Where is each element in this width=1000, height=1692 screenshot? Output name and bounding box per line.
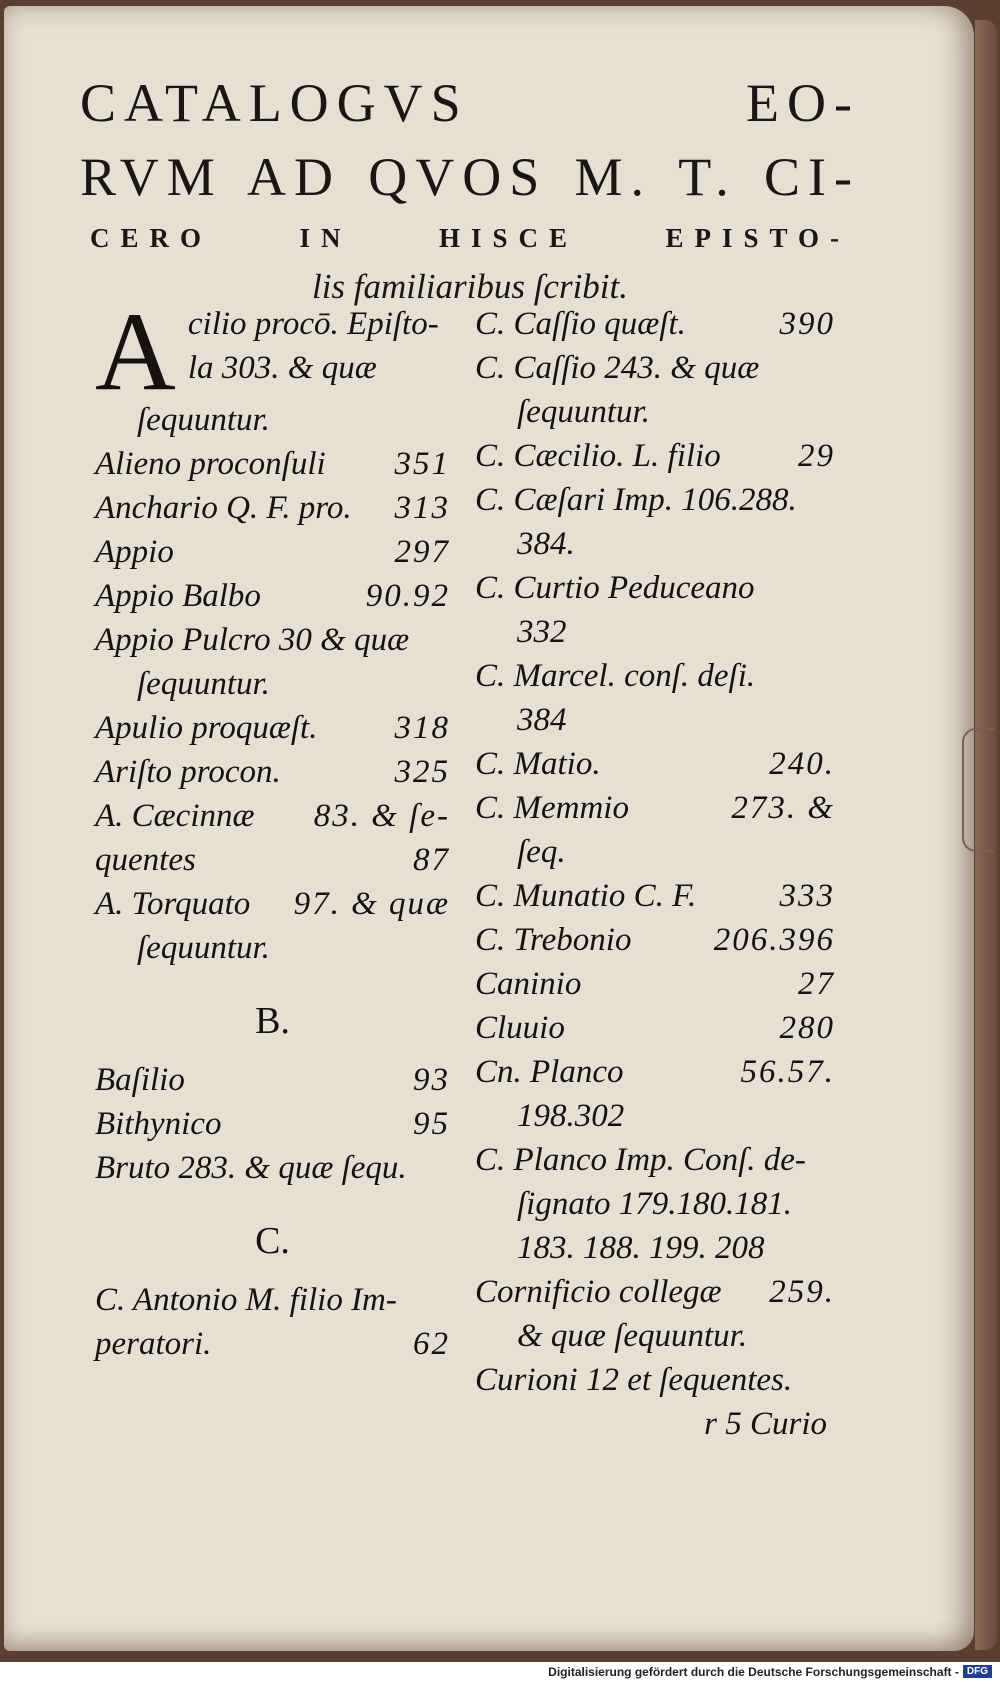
index-entry: [475, 434, 835, 478]
index-entry: [95, 618, 450, 662]
letter-heading-c: C.: [255, 1220, 290, 1262]
entry-name: C. Matio.: [475, 746, 601, 782]
entry-name: Bithynico: [95, 1106, 222, 1142]
entry-page-ref: 93: [413, 1062, 450, 1098]
entry-continuation: 384: [517, 702, 567, 738]
entry-continuation: & quæ ſequuntur.: [517, 1318, 748, 1354]
entry-page-ref: 87: [413, 842, 450, 878]
entry-page-ref: 280: [779, 1010, 835, 1046]
index-entry: [95, 1322, 450, 1366]
left-column: [95, 302, 450, 1366]
entry-name: Appio: [95, 534, 174, 570]
entry-name: C. Cæſari Imp. 106.288.: [475, 482, 797, 518]
entry-name: Curioni 12 et ſequentes.: [475, 1362, 793, 1398]
index-entry: [475, 742, 835, 786]
title-line-1: CATALOGVS EO-: [80, 73, 860, 133]
entry-name: Appio Pulcro 30 & quæ: [95, 622, 410, 658]
index-entry: [475, 302, 835, 346]
entry-page-ref: 56.57.: [740, 1054, 835, 1090]
index-entry: [95, 838, 450, 882]
entry-name: C. Marcel. conſ. deſi.: [475, 658, 756, 694]
entry-name: Appio Balbo: [95, 578, 261, 614]
entry-name: peratori.: [95, 1326, 212, 1362]
index-entry: [95, 574, 450, 618]
index-entry: [475, 566, 835, 610]
entry-name: Anchario Q. F. pro.: [95, 490, 352, 526]
entry-name: Apulio proquæſt.: [95, 710, 318, 746]
footer-text: Digitalisierung gefördert durch die Deutsche Forschungsgemeinschaft -: [548, 1664, 959, 1679]
entry-name: Ariſto procon.: [95, 754, 281, 790]
entry-page-ref: 95: [413, 1106, 450, 1142]
entry-name: Baſilio: [95, 1062, 185, 1098]
index-entry: [95, 530, 450, 574]
entry-name: Cn. Planco: [475, 1054, 624, 1090]
index-entry: [95, 1102, 450, 1146]
entry-name: quentes: [95, 842, 196, 878]
drop-cap: A: [95, 302, 176, 398]
entry-continuation: 183. 188. 199. 208: [517, 1230, 765, 1266]
index-entry: [475, 346, 835, 390]
index-entry: [475, 1006, 835, 1050]
first-entry-line-3: ſequuntur.: [137, 402, 270, 438]
entries-c: [95, 1278, 450, 1366]
entry-continuation: ſequuntur.: [137, 666, 270, 702]
first-entry-line-1: cilio procō. Epiſto-: [187, 306, 439, 342]
right-column: [475, 302, 835, 1446]
entry-name: C. Caſſio quæſt.: [475, 306, 686, 342]
index-entry: [95, 750, 450, 794]
first-entry-line-2: la 303. & quæ: [187, 350, 377, 386]
index-entry: [475, 478, 835, 522]
entry-page-ref: 351: [394, 446, 450, 482]
index-entry: [95, 706, 450, 750]
entry-name: C. Cæcilio. L. filio: [475, 438, 721, 474]
letter-heading-b: B.: [255, 1000, 290, 1042]
entry-name: C. Curtio Peduceano: [475, 570, 755, 606]
page-title: [80, 66, 860, 312]
entry-name: C. Munatio C. F.: [475, 878, 697, 914]
entry-page-ref: 27: [798, 966, 835, 1002]
entry-page-ref: 390: [779, 306, 835, 342]
entry-continuation: ſequuntur.: [517, 394, 650, 430]
entry-page-ref: 259.: [769, 1274, 835, 1310]
entry-continuation: 332: [517, 614, 567, 650]
title-line-2: RVM AD QVOS M. T. CI-: [80, 147, 860, 207]
entry-name: Caninio: [475, 966, 582, 1002]
entry-name: C. Caſſio 243. & quæ: [475, 350, 760, 386]
index-entry: [95, 794, 450, 838]
index-entry: [475, 654, 835, 698]
entry-name: C. Planco Imp. Conſ. de-: [475, 1142, 806, 1178]
entry-name: Cornificio collegæ: [475, 1274, 722, 1310]
title-line-3: CERO IN HISCE EPISTO-: [90, 223, 850, 253]
entry-page-ref: 325: [394, 754, 450, 790]
entry-name: A. Cæcinnæ: [95, 798, 255, 834]
index-entry: [95, 1278, 450, 1322]
entries-b: [95, 1058, 450, 1190]
entry-page-ref: 83. & ſe-: [313, 798, 450, 834]
entries-a: [95, 442, 450, 970]
entries-right: [475, 302, 835, 1402]
entry-continuation: ſequuntur.: [137, 930, 270, 966]
entry-name: Alieno proconſuli: [95, 446, 326, 482]
entry-page-ref: 273. &: [731, 790, 835, 826]
entry-continuation: 384.: [517, 526, 575, 562]
index-entry: [475, 786, 835, 830]
index-entry: [475, 918, 835, 962]
index-entry: [95, 1146, 450, 1190]
index-entry: [95, 442, 450, 486]
entry-page-ref: 318: [394, 710, 450, 746]
page-tab-mark: [962, 728, 994, 852]
entry-name: C. Trebonio: [475, 922, 632, 958]
index-entry: [95, 486, 450, 530]
index-entry: [95, 1058, 450, 1102]
entry-continuation: ſeq.: [517, 834, 566, 870]
index-entry: [475, 962, 835, 1006]
index-entry: [475, 1050, 835, 1094]
entry-name: C. Antonio M. filio Im-: [95, 1282, 397, 1318]
entry-page-ref: 206.396: [713, 922, 835, 958]
entry-page-ref: 313: [394, 490, 450, 526]
entry-page-ref: 333: [779, 878, 835, 914]
title-line-4: lis familiaribus ſcribit.: [311, 267, 628, 306]
entry-name: Bruto 283. & quæ ſequ.: [95, 1150, 407, 1186]
entry-name: Cluuio: [475, 1010, 565, 1046]
entry-page-ref: 97. & quæ: [293, 886, 450, 922]
index-entry: [475, 1358, 835, 1402]
entry-name: C. Memmio: [475, 790, 629, 826]
first-entry: [95, 302, 450, 398]
entry-page-ref: 29: [798, 438, 835, 474]
entry-continuation: ſignato 179.180.181.: [517, 1186, 793, 1222]
footer: [0, 1664, 1000, 1692]
entry-page-ref: 297: [394, 534, 450, 570]
entry-continuation: 198.302: [517, 1098, 625, 1134]
entry-page-ref: 240.: [769, 746, 835, 782]
catchword: r 5 Curio: [704, 1406, 827, 1442]
entry-page-ref: 90.92: [365, 578, 450, 614]
dfg-logo: DFG: [963, 1665, 992, 1678]
index-entry: [475, 1138, 835, 1182]
index-entry: [475, 874, 835, 918]
index-entry: [475, 1270, 835, 1314]
entry-page-ref: 62: [413, 1326, 450, 1362]
entry-name: A. Torquato: [95, 886, 251, 922]
index-entry: [95, 882, 450, 926]
